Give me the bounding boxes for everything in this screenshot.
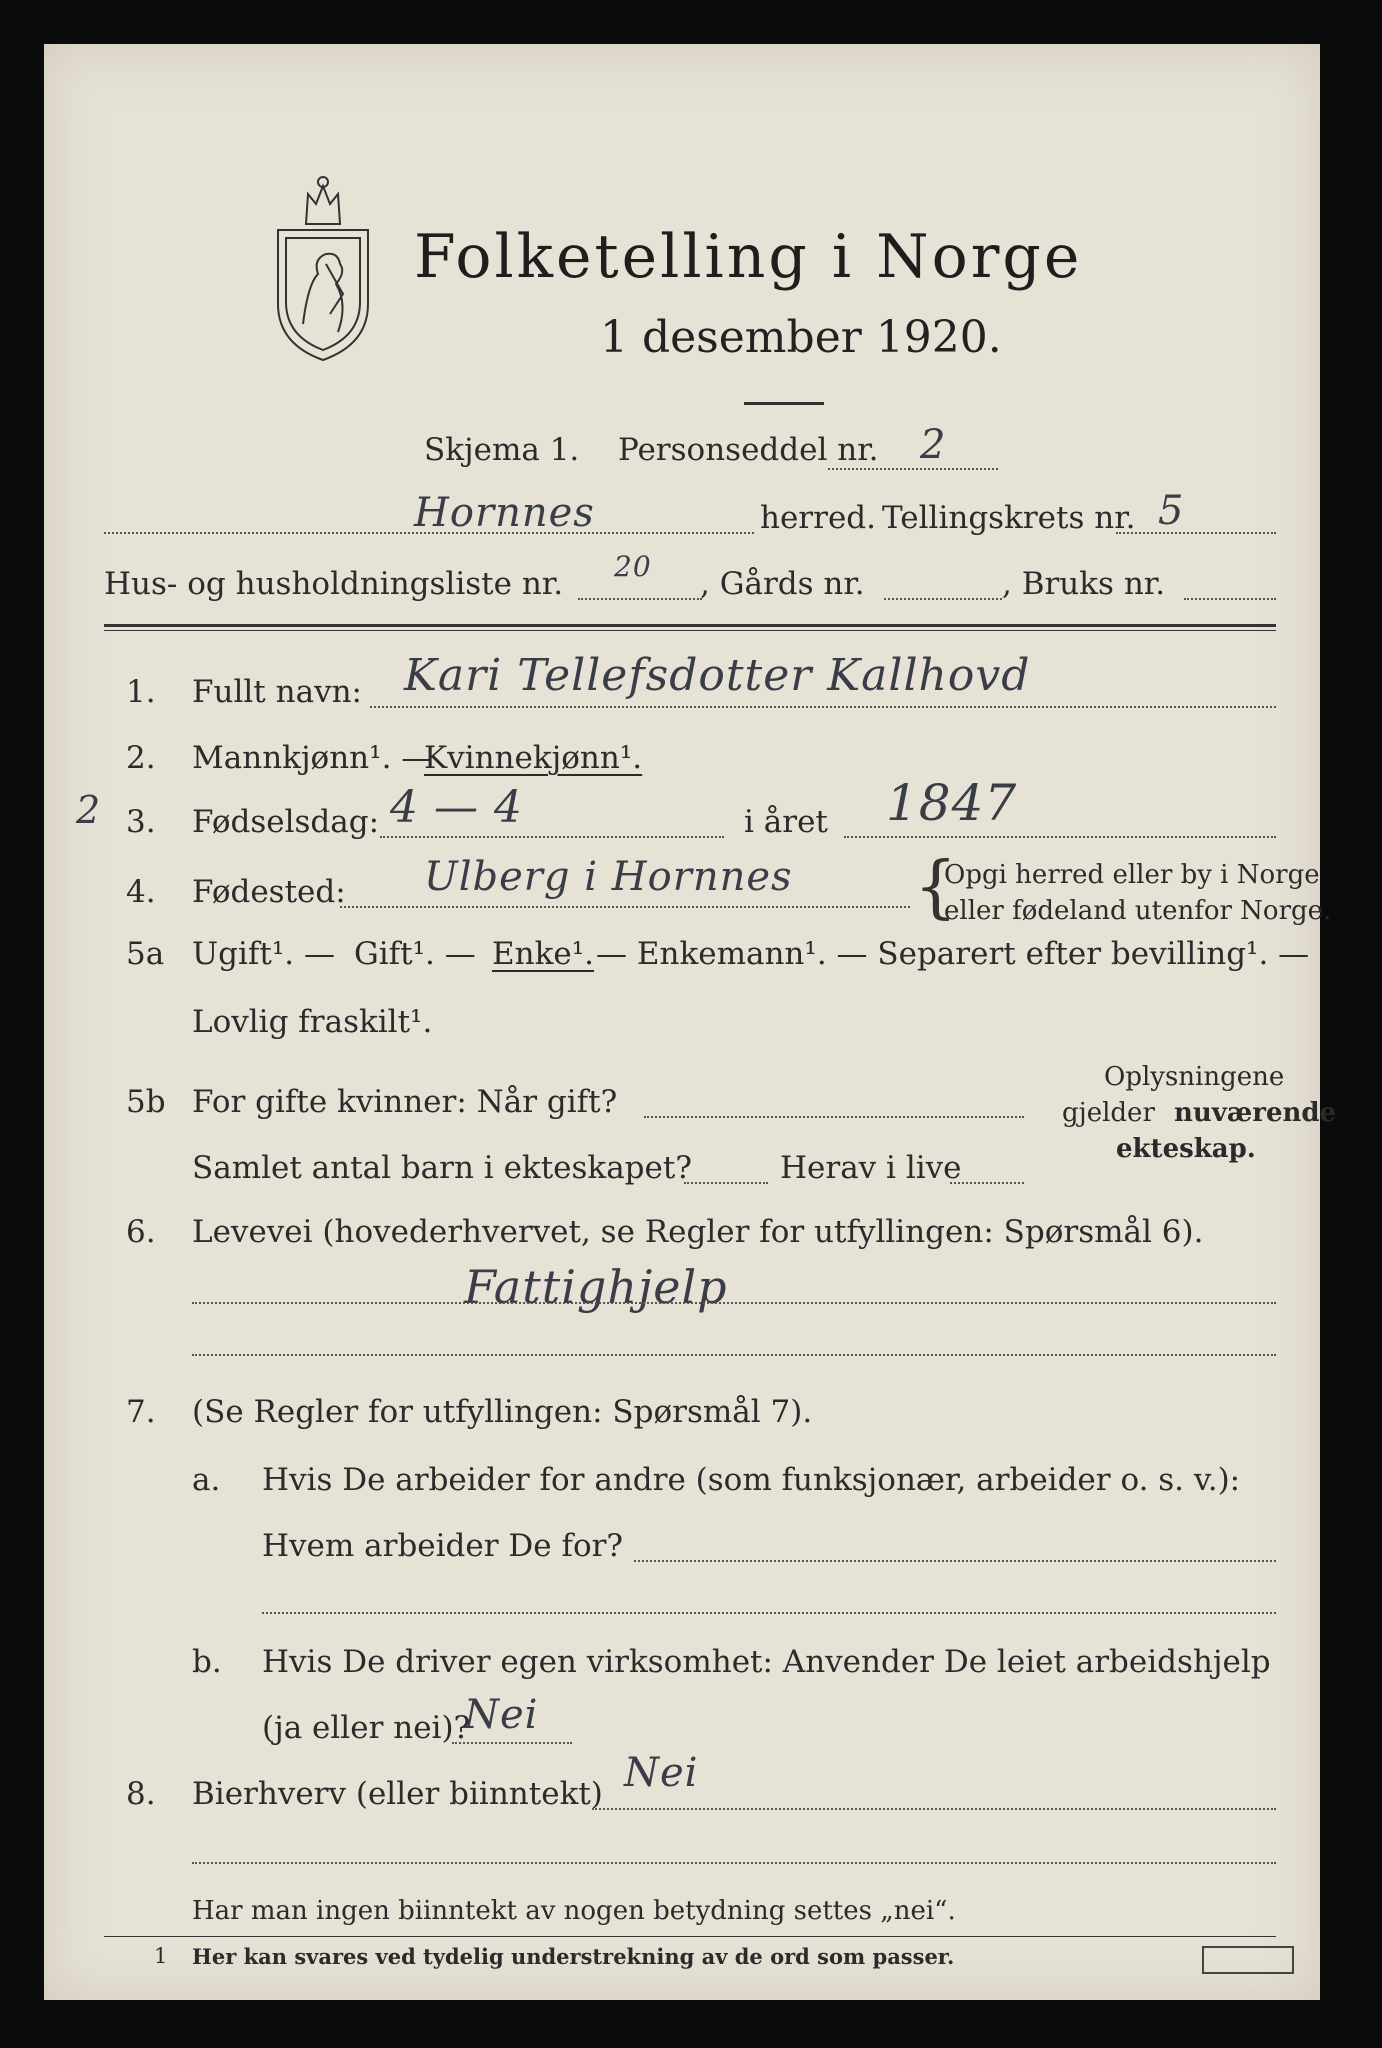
status-fraskilt-option[interactable]: Lovlig fraskilt¹. [192, 1004, 433, 1040]
birthplace-note-2: eller fødeland utenfor Norge. [944, 896, 1332, 926]
header-rule [104, 624, 1276, 627]
q7a-label: Hvis De arbeider for andre (som funksjonær, arbeider o. s. v.): [262, 1462, 1241, 1498]
tellingskrets-value[interactable]: 5 [1158, 488, 1185, 534]
herred-value[interactable]: Hornnes [414, 490, 595, 536]
birthday-line [380, 836, 724, 838]
gender-female-option[interactable]: Kvinnekjønn¹. [424, 740, 643, 776]
q4-number: 4. [126, 874, 156, 910]
personseddel-label: Personseddel nr. [618, 432, 879, 468]
q3-margin-mark: 2 [76, 788, 102, 832]
q8-number: 8. [126, 1776, 156, 1812]
birthplace-brace: { [914, 848, 958, 927]
occupation-line-1 [192, 1302, 1276, 1304]
q7b-number: b. [192, 1644, 222, 1680]
personseddel-value[interactable]: 2 [920, 422, 947, 468]
q3-label: Fødselsdag: [192, 804, 380, 840]
q3-number: 3. [126, 804, 156, 840]
year-label: i året [744, 804, 828, 840]
q8-label: Bierhverv (eller biinntekt) [192, 1776, 603, 1812]
birthday-value[interactable]: 4 — 4 [390, 782, 523, 833]
q5b-note-3: ekteskap. [1116, 1134, 1256, 1164]
married-date-line [644, 1116, 1024, 1118]
q1-number: 1. [126, 674, 156, 710]
status-ugift-option[interactable]: Ugift¹. — [192, 936, 335, 972]
q7-number: 7. [126, 1394, 156, 1430]
printer-stamp [1202, 1946, 1294, 1974]
hired-help-value[interactable]: Nei [464, 1692, 539, 1738]
employer-line-2 [262, 1612, 1276, 1614]
q7-label: (Se Regler for utfyllingen: Spørsmål 7). [192, 1394, 813, 1430]
q5b-married-label: For gifte kvinner: Når gift? [192, 1084, 618, 1120]
q7a-question: Hvem arbeider De for? [262, 1528, 624, 1564]
census-form-paper [44, 44, 1337, 2000]
occupation-value[interactable]: Fattighjelp [464, 1260, 728, 1314]
full-name-value[interactable]: Kari Tellefsdotter Kallhovd [404, 650, 1031, 701]
q1-label: Fullt navn: [192, 674, 362, 710]
q5b-note-1: Oplysningene [1104, 1062, 1285, 1092]
coat-of-arms-logo [268, 164, 378, 364]
tellingskrets-label: Tellingskrets nr. [882, 500, 1136, 536]
gards-line [884, 598, 1002, 600]
hus-line [578, 598, 702, 600]
alive-line [950, 1182, 1024, 1184]
q5b-note-2b: nuværende [1174, 1098, 1337, 1128]
hired-help-line [452, 1742, 572, 1744]
gards-label: , Gårds nr. [700, 566, 865, 602]
header-rule-thin [104, 630, 1276, 631]
personseddel-line [828, 468, 998, 470]
occupation-line-2 [192, 1354, 1276, 1356]
q5b-children-label: Samlet antal barn i ekteskapet? [192, 1150, 692, 1186]
side-income-line-2 [192, 1862, 1276, 1864]
footer-note: Har man ingen biinntekt av nogen betydning settes „nei“. [192, 1896, 956, 1926]
year-line [844, 836, 1276, 838]
q7b-label: Hvis De driver egen virksomhet: Anvender De leiet arbeidshjelp [262, 1644, 1271, 1680]
title-divider [744, 402, 824, 405]
side-income-line-1 [592, 1808, 1276, 1810]
q7b-question: (ja eller nei)? [262, 1710, 471, 1746]
q2-number: 2. [126, 740, 156, 776]
status-enke-option[interactable]: Enke¹. [492, 936, 595, 972]
status-other-options[interactable]: — Enkemann¹. — Separert efter bevilling¹. — [596, 936, 1310, 972]
q5b-alive-label: Herav i live [780, 1150, 962, 1186]
q5b-number: 5b [126, 1084, 166, 1120]
bruks-label: , Bruks nr. [1002, 566, 1166, 602]
footnote-text: Her kan svares ved tydelig understrekning av de ord som passer. [192, 1944, 955, 1969]
hus-label: Hus- og husholdningsliste nr. [104, 566, 564, 602]
side-income-value[interactable]: Nei [624, 1750, 699, 1796]
birth-year-value[interactable]: 1847 [886, 774, 1018, 832]
birthplace-value[interactable]: Ulberg i Hornnes [424, 854, 793, 900]
status-gift-option[interactable]: Gift¹. — [354, 936, 476, 972]
children-line [684, 1182, 768, 1184]
gender-male-option[interactable]: Mannkjønn¹. — [192, 740, 433, 776]
q7a-number: a. [192, 1462, 221, 1498]
footer-rule [104, 1936, 1276, 1937]
q6-label: Levevei (hovederhvervet, se Regler for utfyllingen: Spørsmål 6). [192, 1214, 1204, 1250]
herred-label: herred. [760, 500, 876, 536]
q1-line [370, 706, 1276, 708]
employer-line-1 [634, 1560, 1276, 1562]
q6-number: 6. [126, 1214, 156, 1250]
bruks-line [1184, 598, 1276, 600]
q4-label: Fødested: [192, 874, 346, 910]
q5b-note-2a: gjelder [1062, 1098, 1155, 1128]
footnote-number: 1 [154, 1944, 168, 1968]
hus-value[interactable]: 20 [614, 550, 652, 583]
skjema-label: Skjema 1. [424, 432, 580, 468]
tellingskrets-line [1116, 532, 1276, 534]
birthplace-line [340, 906, 910, 908]
q5a-number: 5a [126, 936, 165, 972]
census-date: 1 desember 1920. [600, 312, 1002, 363]
birthplace-note-1: Opgi herred eller by i Norge [944, 860, 1320, 890]
form-title: Folketelling i Norge [414, 222, 1083, 292]
